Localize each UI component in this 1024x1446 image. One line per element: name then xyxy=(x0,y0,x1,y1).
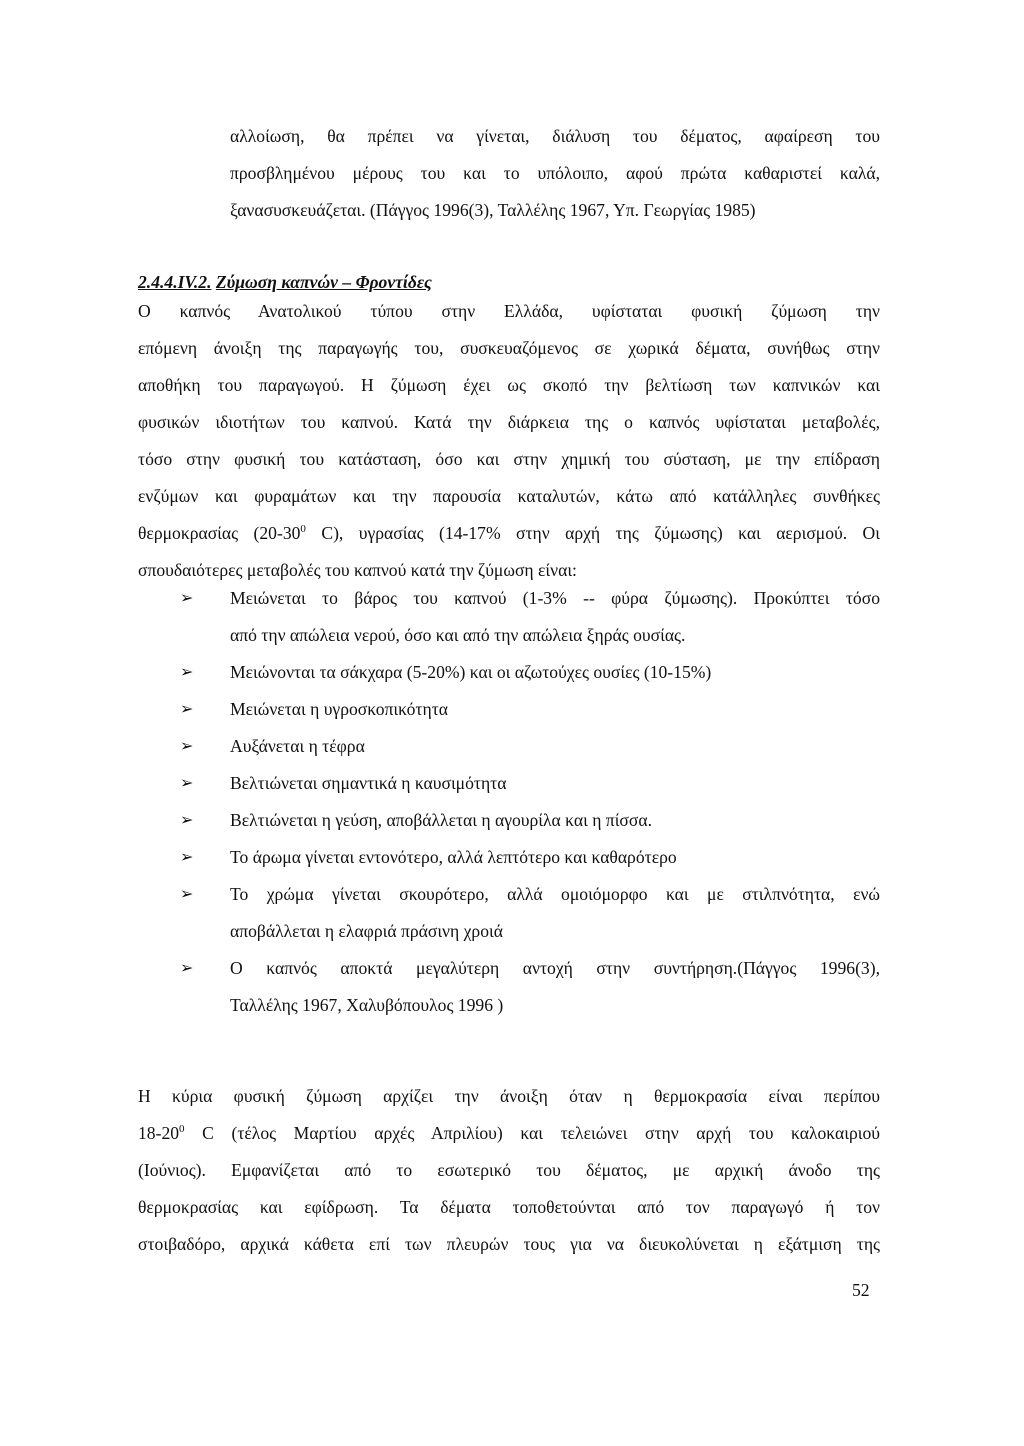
arrow-bullet-icon: ➢ xyxy=(180,775,194,792)
list-item-text: Ο καπνός αποκτά μεγαλύτερη αντοχή στην συντήρηση.(Πάγγος 1996(3), xyxy=(230,958,880,978)
arrow-bullet-icon: ➢ xyxy=(180,812,194,829)
paragraph-fermentation xyxy=(138,293,880,589)
list-item xyxy=(178,580,880,654)
text-line: επόμενη άνοιξη της παραγωγής του, συσκευαζόμενος σε χωρικά δέματα, συνήθως στην xyxy=(138,338,880,358)
text-line: ενζύμων και φυραμάτων και την παρουσία καταλυτών, κάτω από κατάλληλες συνθήκες xyxy=(138,486,880,506)
list-item-text: Μειώνονται τα σάκχαρα (5-20%) και οι αζωτούχες ουσίες (10-15%) xyxy=(230,662,712,682)
text-line: σπουδαιότερες μεταβολές του καπνού κατά την ζύμωση είναι: xyxy=(138,560,577,580)
text-line: αλλοίωση, θα πρέπει να γίνεται, διάλυση του δέματος, αφαίρεση του xyxy=(230,126,880,146)
arrow-bullet-icon: ➢ xyxy=(180,849,194,866)
list-item-text: Μειώνεται το βάρος του καπνού (1-3% -- φύρα ζύμωσης). Προκύπτει τόσο xyxy=(230,588,880,608)
list-item xyxy=(178,839,880,876)
list-item xyxy=(178,691,880,728)
list-item-text: Αυξάνεται η τέφρα xyxy=(230,736,365,756)
changes-list xyxy=(178,580,880,1024)
text-line: προσβλημένου μέρους του και το υπόλοιπο, αφού πρώτα καθαριστεί καλά, xyxy=(230,163,880,183)
text-span: C), υγρασίας (14-17% στην αρχή της ζύμωσης) και αερισμού. Οι xyxy=(305,523,880,543)
arrow-bullet-icon: ➢ xyxy=(180,701,194,718)
paragraph-main-fermentation xyxy=(138,1078,880,1263)
list-item-text: αποβάλλεται η ελαφριά πράσινη χροιά xyxy=(230,921,503,941)
text-line: Η κύρια φυσική ζύμωση αρχίζει την άνοιξη όταν η θερμοκρασία είναι περίπου xyxy=(138,1086,880,1106)
list-item-text: από την απώλεια νερού, όσο και από την απώλεια ξηράς ουσίας. xyxy=(230,625,686,645)
text-line: φυσικών ιδιοτήτων του καπνού. Κατά την διάρκεια της ο καπνός υφίσταται μεταβολές, xyxy=(138,412,880,432)
continuation-paragraph xyxy=(230,118,880,229)
section-number: 2.4.4.IV.2. xyxy=(138,272,212,292)
arrow-bullet-icon: ➢ xyxy=(180,664,194,681)
list-item-text: Το χρώμα γίνεται σκουρότερο, αλλά ομοιόμορφο και με στιλπνότητα, ενώ xyxy=(230,884,880,904)
list-item-text: Μειώνεται η υγροσκοπικότητα xyxy=(230,699,448,719)
degree-superscript: 0 xyxy=(179,1123,185,1135)
arrow-bullet-icon: ➢ xyxy=(180,960,194,977)
list-item xyxy=(178,765,880,802)
degree-superscript: 0 xyxy=(300,523,306,535)
arrow-bullet-icon: ➢ xyxy=(180,590,194,607)
text-line: ξανασυσκευάζεται. (Πάγγος 1996(3), Ταλλέλης 1967, Υπ. Γεωργίας 1985) xyxy=(230,200,756,220)
text-line-temperature xyxy=(138,1115,880,1152)
arrow-bullet-icon: ➢ xyxy=(180,886,194,903)
text-line: θερμοκρασίας και εφίδρωση. Τα δέματα τοποθετούνται από τον παραγωγό ή τον xyxy=(138,1197,880,1217)
arrow-bullet-icon: ➢ xyxy=(180,738,194,755)
text-line: αποθήκη του παραγωγού. Η ζύμωση έχει ως σκοπό την βελτίωση των καπνικών και xyxy=(138,375,880,395)
text-line: (Ιούνιος). Εμφανίζεται από το εσωτερικό του δέματος, με αρχική άνοδο της xyxy=(138,1160,880,1180)
text-line: τόσο στην φυσική του κατάσταση, όσο και στην χημική του σύσταση, με την επίδραση xyxy=(138,449,880,469)
text-line: Ο καπνός Ανατολικού τύπου στην Ελλάδα, υφίσταται φυσική ζύμωση την xyxy=(138,301,880,321)
list-item xyxy=(178,654,880,691)
section-title: Ζύμωση καπνών – Φροντίδες xyxy=(215,272,432,292)
text-span: 18-20 xyxy=(138,1123,180,1143)
text-line-temperature xyxy=(138,515,880,552)
list-item-text: Βελτιώνεται η γεύση, αποβάλλεται η αγουρίλα και η πίσσα. xyxy=(230,810,653,830)
list-item-text: Το άρωμα γίνεται εντονότερο, αλλά λεπτότερο και καθαρότερο xyxy=(230,847,677,867)
page-number: 52 xyxy=(852,1280,870,1300)
list-item xyxy=(178,728,880,765)
list-item xyxy=(178,876,880,950)
text-span: θερμοκρασίας (20-30 xyxy=(138,523,301,543)
list-item-text: Βελτιώνεται σημαντικά η καυσιμότητα xyxy=(230,773,507,793)
text-span: C (τέλος Μαρτίου αρχές Απριλίου) και τελειώνει στην αρχή του καλοκαιριού xyxy=(184,1123,880,1143)
list-item xyxy=(178,950,880,1024)
text-line: στοιβαδόρο, αρχικά κάθετα επί των πλευρών τους για να διευκολύνεται η εξάτμιση της xyxy=(138,1234,880,1254)
list-item xyxy=(178,802,880,839)
list-item-text: Ταλλέλης 1967, Χαλυβόπουλος 1996 ) xyxy=(230,995,504,1015)
